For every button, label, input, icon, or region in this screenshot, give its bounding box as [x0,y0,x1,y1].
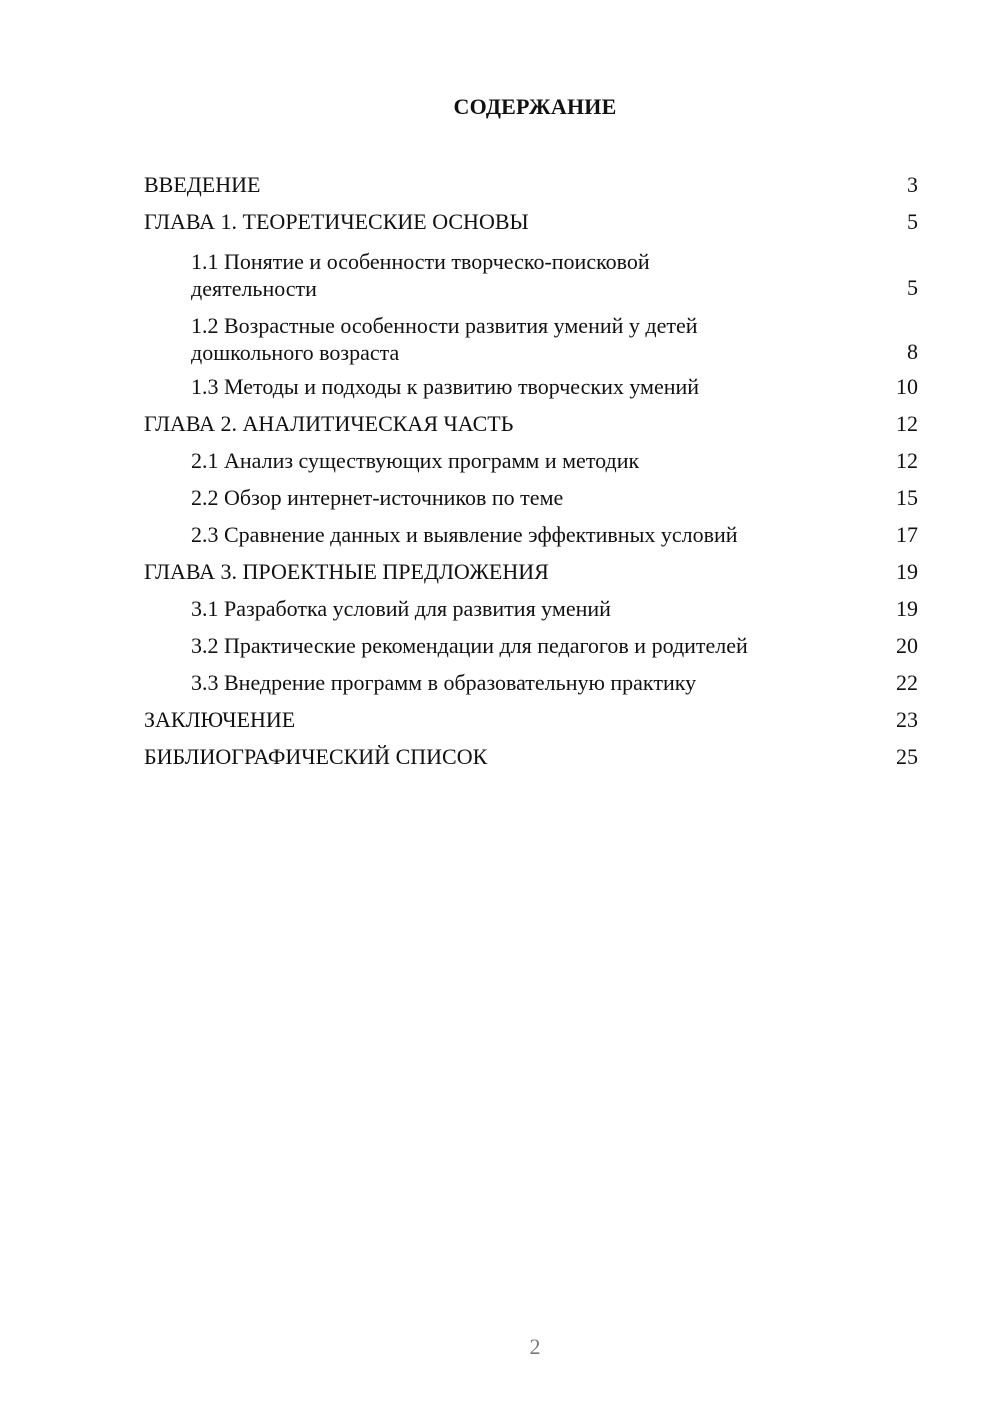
toc-entry-page: 22 [896,669,918,695]
toc-entry-label: 3.3 Внедрение программ в образовательную практику [191,669,697,695]
toc-entry-label: 1.2 Возрастные особенности развития умений у детей дошкольного возраста [191,313,698,365]
toc-entry-section-3-2[interactable] [144,627,918,664]
toc-entry-label: 3.2 Практические рекомендации для педагогов и родителей [191,632,748,658]
toc-entry-page: 12 [896,447,918,473]
toc-entry-page: 25 [896,743,918,769]
toc-entry-bibliography[interactable] [144,738,918,775]
toc-entry-page: 5 [907,275,918,300]
toc-entry-section-1-3[interactable] [144,368,918,405]
toc-entry-page: 5 [907,208,918,234]
toc-entry-chapter-3[interactable] [144,553,918,590]
toc-entry-label: 2.2 Обзор интернет-источников по теме [191,484,564,510]
toc-entry-conclusion[interactable] [144,701,918,738]
toc-entry-label: ГЛАВА 2. АНАЛИТИЧЕСКАЯ ЧАСТЬ [144,410,514,436]
toc-entry-section-3-1[interactable] [144,590,918,627]
toc-entry-label: 2.3 Сравнение данных и выявление эффективных условий [191,521,738,547]
toc-entry-label: 1.1 Понятие и особенности творческо-поисковой деятельности [191,249,650,301]
toc-entry-label: ГЛАВА 3. ПРОЕКТНЫЕ ПРЕДЛОЖЕНИЯ [144,558,549,584]
toc-entry-label: 1.3 Методы и подходы к развитию творческих умений [191,373,700,399]
toc-entry-label: ЗАКЛЮЧЕНИЕ [144,706,296,732]
toc-entry-introduction[interactable] [144,166,918,203]
toc-entry-section-1-1[interactable] [144,240,918,304]
toc-entry-page: 17 [896,521,918,547]
toc-entry-page: 23 [896,706,918,732]
toc-entry-page: 8 [907,339,918,364]
toc-entry-page: 10 [896,373,918,399]
toc-entry-label: 3.1 Разработка условий для развития умений [191,595,611,621]
toc-entry-label: ГЛАВА 1. ТЕОРЕТИЧЕСКИЕ ОСНОВЫ [144,208,529,234]
toc-entry-label: 2.1 Анализ существующих программ и методик [191,447,640,473]
toc-entry-page: 19 [896,558,918,584]
toc-entry-section-2-2[interactable] [144,479,918,516]
toc-entry-section-2-1[interactable] [144,442,918,479]
table-of-contents [144,166,918,775]
toc-entry-label: ВВЕДЕНИЕ [144,171,261,197]
toc-entry-label: БИБЛИОГРАФИЧЕСКИЙ СПИСОК [144,743,488,769]
toc-entry-section-1-2[interactable] [144,304,918,368]
toc-entry-page: 15 [896,484,918,510]
toc-entry-chapter-1[interactable] [144,203,918,240]
toc-entry-page: 19 [896,595,918,621]
page-number: 2 [529,1334,541,1359]
toc-entry-page: 20 [896,632,918,658]
page-title: СОДЕРЖАНИЕ [453,94,617,119]
toc-entry-chapter-2[interactable] [144,405,918,442]
toc-entry-page: 3 [907,171,918,197]
toc-entry-section-2-3[interactable] [144,516,918,553]
toc-entry-section-3-3[interactable] [144,664,918,701]
toc-entry-page: 12 [896,410,918,436]
